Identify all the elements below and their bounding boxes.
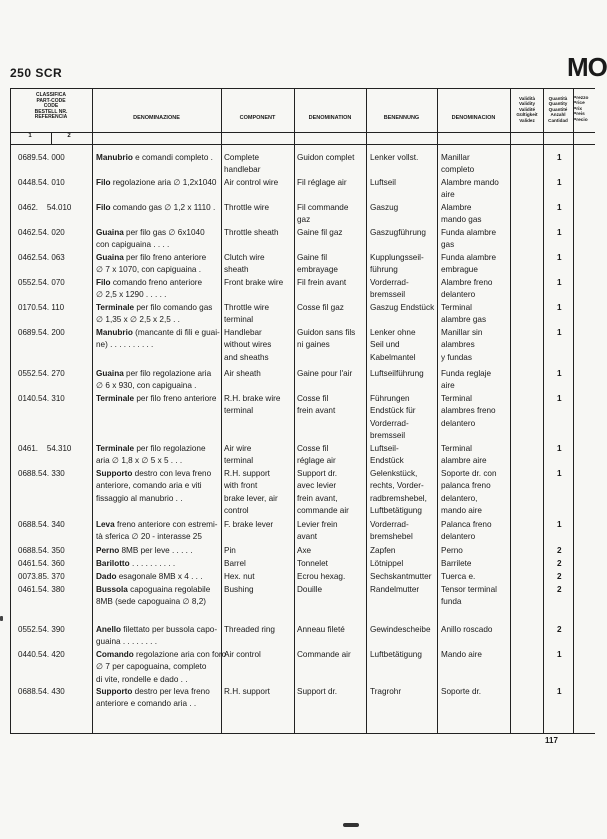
part-code: 0552.54. 270 bbox=[18, 369, 65, 378]
component-en: F. brake lever bbox=[224, 520, 274, 529]
description-keyword: Guaina bbox=[96, 253, 124, 262]
component-en: Front brake wire bbox=[224, 278, 284, 287]
quantity: 1 bbox=[557, 520, 562, 529]
model-title: 250 SCR bbox=[10, 66, 63, 80]
component-en: Pin bbox=[224, 546, 236, 555]
component-en: Clutch wire sheath bbox=[224, 253, 265, 275]
quantity: 1 bbox=[557, 253, 562, 262]
denominacion-es: Tensor terminal funda bbox=[441, 585, 497, 607]
part-code: 0688.54. 340 bbox=[18, 520, 65, 529]
denominacion-es: Palanca freno delantero bbox=[441, 520, 492, 542]
description-text: per filo freno anteriore ∅ 7 x 1070, con capiguaina . bbox=[96, 253, 207, 275]
denomination-fr: Ecrou hexag. bbox=[297, 572, 346, 581]
price-header bbox=[573, 96, 595, 123]
denominacion-es: Terminal alambre aire bbox=[441, 444, 487, 466]
component-en: Handlebar without wires and sheaths bbox=[224, 328, 272, 362]
validity-header bbox=[511, 96, 543, 123]
part-code: 0552.54. 390 bbox=[18, 625, 65, 634]
component-en: R.H. support bbox=[224, 687, 270, 696]
denomination-fr: Support dr. avec levier frein avant, commande air bbox=[297, 469, 349, 515]
component-en: Complete handlebar bbox=[224, 153, 261, 175]
denominacion-es: Soporte dr. bbox=[441, 687, 482, 696]
col-rule bbox=[10, 88, 11, 733]
denomination-fr: Gaine fil embrayage bbox=[297, 253, 338, 275]
component-en: R.H. support with front brake lever, air control bbox=[224, 469, 278, 515]
denomination-fr: Fil frein avant bbox=[297, 278, 347, 287]
header-line: CLASSIFICA bbox=[36, 92, 66, 98]
table-top-rule bbox=[10, 88, 595, 89]
quantity: 1 bbox=[557, 303, 562, 312]
part-code: 0462.54. 020 bbox=[18, 228, 65, 237]
component-header: COMPONENT bbox=[239, 115, 276, 121]
denomination-fr: Axe bbox=[297, 546, 312, 555]
component-en: R.H. brake wire terminal bbox=[224, 394, 281, 416]
component-en: Hex. nut bbox=[224, 572, 255, 581]
denominacion-es: Terminal alambres freno delantero bbox=[441, 394, 496, 428]
benennung-de: Luftseil bbox=[370, 178, 396, 187]
denomination-fr: Gaine fil gaz bbox=[297, 228, 343, 237]
denominacion-es: Soporte dr. con palanca freno delantero, mando aire bbox=[441, 469, 497, 515]
header-line: Anzahl bbox=[550, 112, 566, 118]
description-keyword: Manubrio bbox=[96, 328, 133, 337]
denominacion-es: Alambre mando gas bbox=[441, 203, 482, 225]
description-text: regolazione aria ∅ 1,2x1040 bbox=[110, 178, 217, 187]
denomination-fr: Cosse fil frein avant bbox=[297, 394, 336, 416]
col-rule bbox=[573, 88, 574, 733]
part-code: 0462.54. 063 bbox=[18, 253, 65, 262]
description-it bbox=[96, 624, 217, 649]
description-keyword: Terminale bbox=[96, 394, 135, 403]
benennung-de: Gewindescheibe bbox=[370, 625, 431, 634]
description-text: filettato per bussola capo- guaina . . . . . . . . bbox=[96, 625, 218, 647]
description-text: per filo freno anteriore bbox=[134, 394, 217, 403]
denomination-fr: Fil commande gaz bbox=[297, 203, 349, 225]
header-line: Prix bbox=[573, 106, 583, 112]
quantity: 2 bbox=[557, 625, 562, 634]
benennung-header: BENENNUNG bbox=[383, 115, 420, 121]
part-code: 0552.54. 070 bbox=[18, 278, 65, 287]
component-en: Air wire terminal bbox=[224, 444, 254, 466]
benennung-de: Vorderrad- bremshebel bbox=[370, 520, 413, 542]
denominacion-es: Mando aire bbox=[441, 650, 482, 659]
description-it bbox=[96, 277, 202, 302]
denominacion-es: Funda alambre gas bbox=[441, 228, 497, 250]
description-it bbox=[96, 368, 211, 393]
denominacion-es: Alambre freno delantero bbox=[441, 278, 493, 300]
description-it bbox=[96, 302, 212, 327]
quantity: 1 bbox=[557, 444, 562, 453]
denominacion-es: Funda alambre embrague bbox=[441, 253, 497, 275]
header-line: Quantité bbox=[548, 106, 568, 112]
description-text: . . . . . . . . . . bbox=[129, 559, 176, 568]
denominacion-es: Tuerca e. bbox=[441, 572, 476, 581]
part-code: 0170.54. 110 bbox=[18, 303, 65, 312]
quantity: 1 bbox=[557, 394, 562, 403]
col-rule bbox=[543, 88, 544, 733]
description-text: per filo comando gas ∅ 1,35 x ∅ 2,5 x 2,5 . . bbox=[96, 303, 213, 325]
quantity: 1 bbox=[557, 328, 562, 337]
sub-col-rule bbox=[51, 132, 52, 144]
description-keyword: Filo bbox=[96, 178, 111, 187]
header-line: Validità bbox=[518, 96, 536, 101]
denominacion-es: Barrilete bbox=[441, 559, 472, 568]
part-code: 0688.54. 430 bbox=[18, 687, 65, 696]
col-rule bbox=[437, 88, 438, 733]
col1-label: 1 bbox=[28, 133, 32, 139]
header-line: REFERENCIA bbox=[34, 114, 68, 121]
ink-blot bbox=[343, 823, 359, 827]
description-text: esagonale 8MB x 4 . . . bbox=[116, 572, 203, 581]
denominacion-es: Anillo roscado bbox=[441, 625, 493, 634]
description-it bbox=[96, 571, 203, 583]
description-it bbox=[96, 649, 226, 686]
benennung-de: Lenker vollst. bbox=[370, 153, 419, 162]
description-it bbox=[96, 202, 215, 214]
denominacion-es: Perno bbox=[441, 546, 463, 555]
description-text: freno anteriore con estremi- tà sferica ∅ 20 - interasse 25 bbox=[96, 520, 218, 542]
quantity-header bbox=[543, 96, 573, 123]
page-number: 117 bbox=[545, 736, 558, 745]
denomination-fr: Anneau fileté bbox=[297, 625, 345, 634]
classification-header bbox=[12, 93, 90, 121]
description-text: destro per leva freno anteriore e comando aria . . bbox=[96, 687, 210, 709]
part-code: 0073.85. 370 bbox=[18, 572, 65, 581]
description-keyword: Comando bbox=[96, 650, 134, 659]
col2-label: 2 bbox=[67, 133, 71, 139]
part-code: 0462. 54.010 bbox=[18, 203, 72, 212]
component-en: Throttle wire terminal bbox=[224, 303, 270, 325]
benennung-de: Luftbetätigung bbox=[370, 650, 422, 659]
component-en: Air sheath bbox=[224, 369, 261, 378]
part-code: 0689.54. 200 bbox=[18, 328, 65, 337]
benennung-de: Tragrohr bbox=[370, 687, 402, 696]
header-line: Gültigkeit bbox=[516, 112, 538, 118]
description-it bbox=[96, 468, 211, 505]
brand-heading: MO bbox=[567, 52, 607, 82]
part-code: 0688.54. 330 bbox=[18, 469, 65, 478]
denomination-fr: Douille bbox=[297, 585, 323, 594]
denomination-fr: Tonnelet bbox=[297, 559, 328, 568]
component-en: Air control bbox=[224, 650, 261, 659]
description-it bbox=[96, 519, 218, 544]
part-code: 0688.54. 350 bbox=[18, 546, 65, 555]
denomination-fr: Levier frein avant bbox=[297, 520, 338, 542]
header-line: BESTELL NR. bbox=[34, 108, 68, 115]
part-code: 0448.54. 010 bbox=[18, 178, 65, 187]
benennung-de: Gaszug bbox=[370, 203, 399, 212]
quantity: 1 bbox=[557, 369, 562, 378]
component-en: Bushing bbox=[224, 585, 254, 594]
description-keyword: Anello bbox=[96, 625, 122, 634]
quantity: 1 bbox=[557, 203, 562, 212]
part-code: 0461. 54.310 bbox=[18, 444, 72, 453]
denominacion-es: Terminal alambre gas bbox=[441, 303, 487, 325]
quantity: 1 bbox=[557, 153, 562, 162]
benennung-de: Lenker ohne Seil und Kabelmantel bbox=[370, 328, 416, 362]
description-it bbox=[96, 177, 216, 189]
component-en: Throttle sheath bbox=[224, 228, 279, 237]
benennung-de: Kupplungsseil- führung bbox=[370, 253, 424, 275]
quantity: 2 bbox=[557, 585, 562, 594]
description-keyword: Terminale bbox=[96, 303, 135, 312]
denomination-fr: Guidon complet bbox=[297, 153, 355, 162]
description-keyword: Supporto bbox=[96, 687, 133, 696]
description-keyword: Dado bbox=[96, 572, 117, 581]
header-line: Cantidad bbox=[548, 117, 568, 123]
table-bottom-rule bbox=[10, 733, 595, 734]
header-line: Precio bbox=[573, 117, 588, 123]
description-it bbox=[96, 252, 206, 277]
description-it bbox=[96, 443, 206, 468]
denomination-fr: Commande air bbox=[297, 650, 351, 659]
denominacion-es: Manillar sin alambres y fundas bbox=[441, 328, 483, 362]
description-text: per filo gas ∅ 6x1040 con capiguaina . . . . bbox=[96, 228, 205, 250]
description-keyword: Leva bbox=[96, 520, 115, 529]
denomination-fr: Guidon sans fils ni gaines bbox=[297, 328, 356, 350]
description-keyword: Terminale bbox=[96, 444, 135, 453]
description-it bbox=[96, 686, 210, 711]
description-text: (mancante di fili e guai- ne) . . . . . . . . . . bbox=[96, 328, 220, 350]
quantity: 1 bbox=[557, 687, 562, 696]
denomination-fr: Fil réglage air bbox=[297, 178, 347, 187]
header-line: Prezzo bbox=[573, 96, 589, 101]
component-en: Throttle wire bbox=[224, 203, 270, 212]
col-rule bbox=[221, 88, 222, 733]
col-rule bbox=[366, 88, 367, 733]
description-text: e comandi completo . bbox=[132, 153, 213, 162]
description-keyword: Barilotto bbox=[96, 559, 130, 568]
header-line: Quantità bbox=[548, 96, 568, 101]
benennung-de: Randelmutter bbox=[370, 585, 420, 594]
quantity: 1 bbox=[557, 469, 562, 478]
benennung-de: Lötnippel bbox=[370, 559, 404, 568]
description-text: capoguaina regolabile 8MB (sede capoguaina ∅ 8,2) bbox=[96, 585, 211, 607]
benennung-de: Luftseil- Endstück bbox=[370, 444, 404, 466]
description-keyword: Filo bbox=[96, 278, 111, 287]
benennung-de: Gaszug Endstück bbox=[370, 303, 435, 312]
denomination-fr: Cosse fil gaz bbox=[297, 303, 344, 312]
description-text: destro con leva freno anteriore, comando aria e viti fissaggio al manubrio . . bbox=[96, 469, 212, 503]
quantity: 2 bbox=[557, 559, 562, 568]
denomination-fr: Cosse fil réglage air bbox=[297, 444, 336, 466]
header-line: Validité bbox=[518, 106, 536, 112]
part-code: 0140.54. 310 bbox=[18, 394, 65, 403]
header-bottom-rule bbox=[10, 132, 595, 133]
description-text: per filo regolazione aria ∅ 6 x 930, con capiguaina . bbox=[96, 369, 212, 391]
part-code: 0461.54. 380 bbox=[18, 585, 65, 594]
description-it bbox=[96, 545, 192, 557]
benennung-de: Gaszugführung bbox=[370, 228, 426, 237]
description-text: 8MB per leve . . . . . bbox=[119, 546, 193, 555]
description-keyword: Guaina bbox=[96, 228, 124, 237]
col-rule bbox=[510, 88, 511, 733]
header-line: Quantity bbox=[548, 101, 568, 107]
margin-mark bbox=[0, 616, 3, 621]
component-en: Air control wire bbox=[224, 178, 279, 187]
description-it bbox=[96, 558, 175, 570]
header-line: Validity bbox=[518, 101, 536, 107]
part-code: 0461.54. 360 bbox=[18, 559, 65, 568]
description-text: per filo regolazione aria ∅ 1,8 x ∅ 5 x 5 . . . bbox=[96, 444, 206, 466]
benennung-de: Luftseilführung bbox=[370, 369, 424, 378]
col-rule bbox=[294, 88, 295, 733]
description-keyword: Guaina bbox=[96, 369, 124, 378]
col-rule bbox=[92, 88, 93, 733]
benennung-de: Führungen Endstück für Vorderrad- bremsseil bbox=[370, 394, 416, 440]
description-it bbox=[96, 227, 205, 252]
header-line: CODE bbox=[43, 103, 59, 110]
benennung-de: Vorderrad- bremsseil bbox=[370, 278, 409, 300]
denominacion-header: DENOMINACION bbox=[451, 115, 496, 121]
benennung-de: Gelenkstück, rechts, Vorder- radbremshebel, Luftbetätigung bbox=[370, 469, 427, 515]
benennung-de: Zapfen bbox=[370, 546, 396, 555]
denominacion-es: Manillar completo bbox=[441, 153, 475, 175]
quantity: 2 bbox=[557, 546, 562, 555]
denomination-fr: Support dr. bbox=[297, 687, 338, 696]
quantity: 1 bbox=[557, 228, 562, 237]
quantity: 1 bbox=[557, 278, 562, 287]
description-keyword: Bussola bbox=[96, 585, 128, 594]
header-line: PART-CODE bbox=[36, 97, 66, 104]
component-en: Threaded ring bbox=[224, 625, 275, 634]
denominacion-es: Funda reglaje aire bbox=[441, 369, 492, 391]
description-text: regolazione aria con foro ∅ 7 per capoguaina, completo di vite, rondelle e dado . . bbox=[96, 650, 227, 684]
description-text: comando freno anteriore ∅ 2,5 x 1290 . . . . . bbox=[96, 278, 203, 300]
header-line: Price bbox=[573, 101, 585, 107]
denomination-header: DENOMINATION bbox=[308, 115, 352, 121]
description-it bbox=[96, 393, 216, 405]
part-code: 0689.54. 000 bbox=[18, 153, 65, 162]
denomination-fr: Gaine pour l'air bbox=[297, 369, 353, 378]
description-keyword: Supporto bbox=[96, 469, 133, 478]
quantity: 1 bbox=[557, 178, 562, 187]
description-it bbox=[96, 152, 213, 164]
description-text: comando gas ∅ 1,2 x 1110 . bbox=[110, 203, 216, 212]
header-line: Preis bbox=[573, 112, 585, 118]
header-sub-rule bbox=[10, 144, 595, 145]
quantity: 1 bbox=[557, 650, 562, 659]
part-code: 0440.54. 420 bbox=[18, 650, 65, 659]
denominacion-es: Alambre mando aire bbox=[441, 178, 499, 200]
quantity: 2 bbox=[557, 572, 562, 581]
description-it bbox=[96, 584, 210, 609]
description-keyword: Manubrio bbox=[96, 153, 133, 162]
header-line: Validez bbox=[519, 117, 535, 123]
component-en: Barrel bbox=[224, 559, 246, 568]
description-it bbox=[96, 327, 220, 352]
description-keyword: Filo bbox=[96, 203, 111, 212]
denominazione-header: DENOMINAZIONE bbox=[133, 115, 180, 121]
description-keyword: Perno bbox=[96, 546, 120, 555]
benennung-de: Sechskantmutter bbox=[370, 572, 432, 581]
